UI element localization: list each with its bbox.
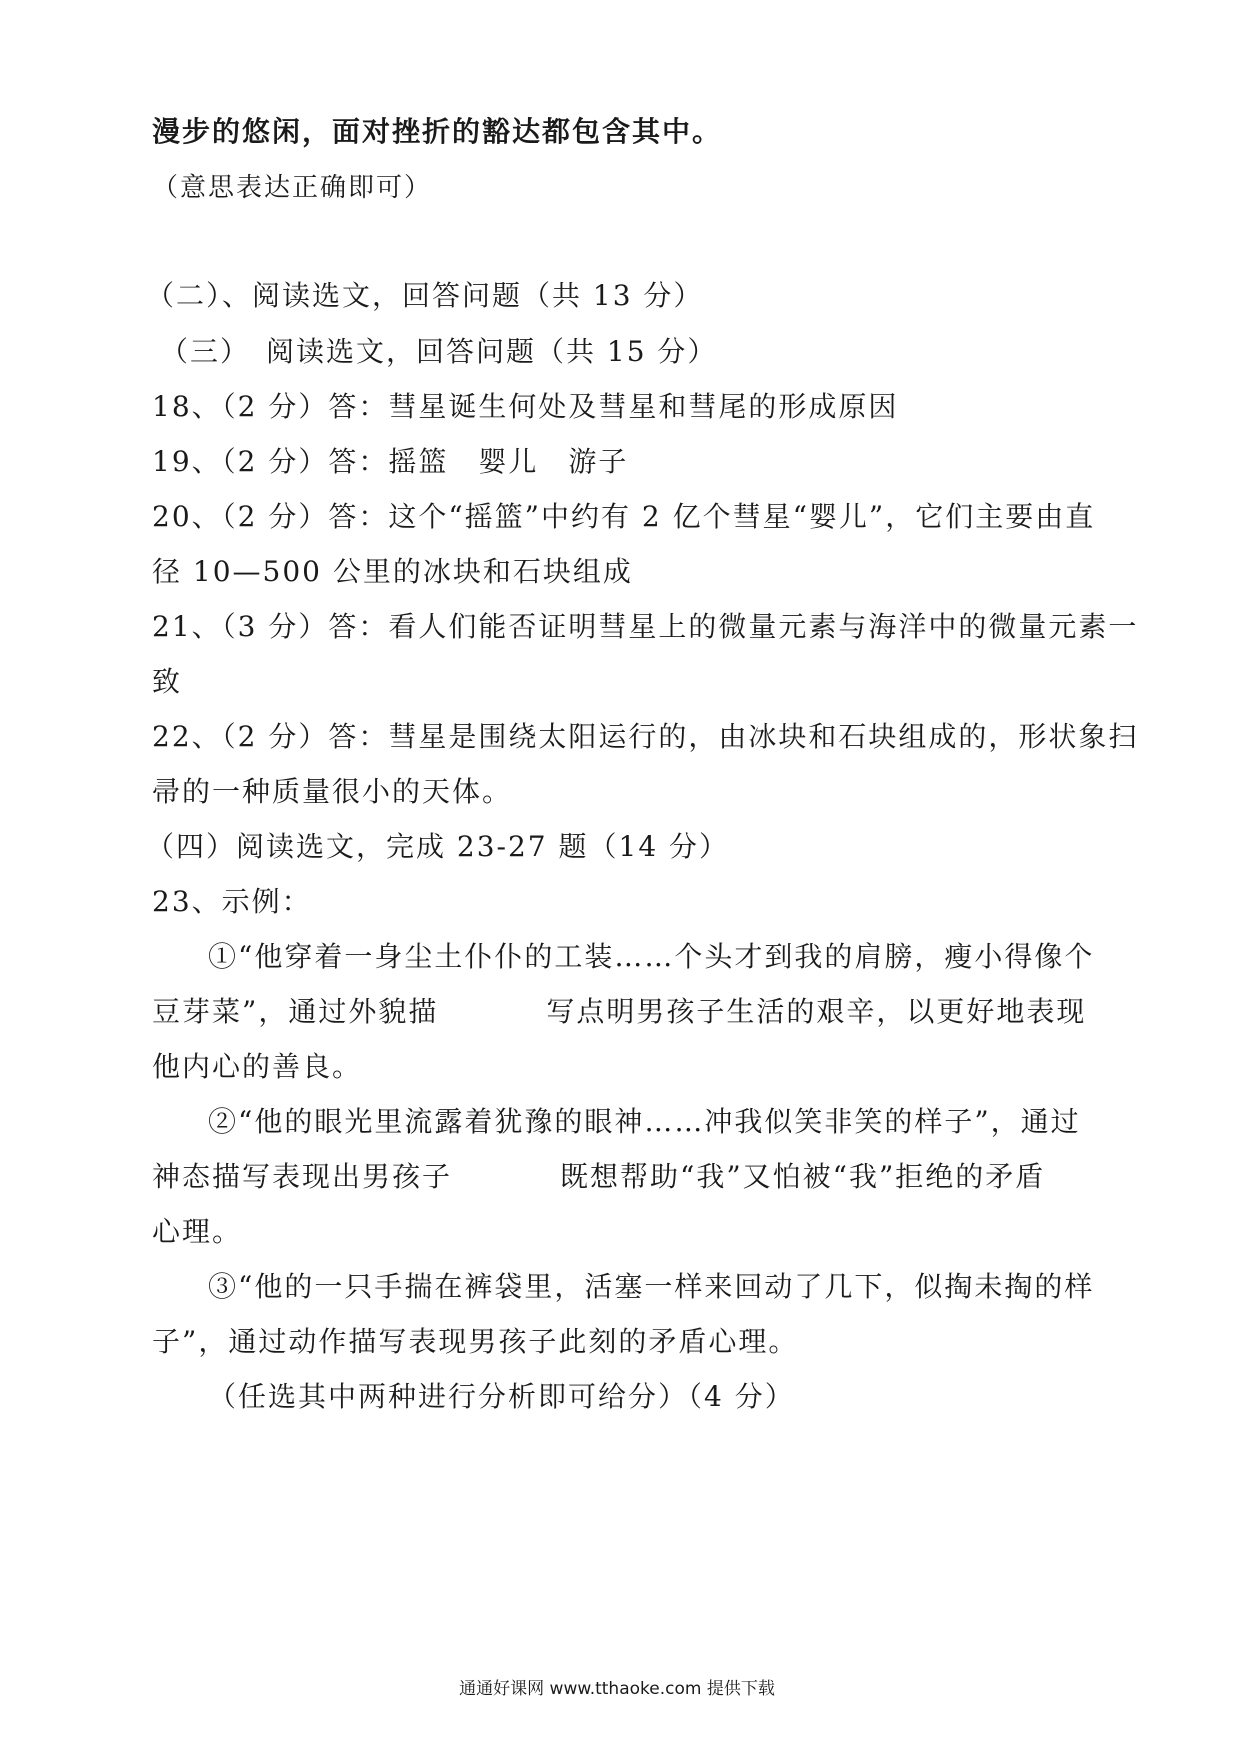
example-3-line-1: ③“他的一只手揣在裤袋里，活塞一样来回动了几下，似掏未掏的样 [208,1270,1095,1303]
answer-22-line-1: 22、（2 分）答：彗星是围绕太阳运行的，由冰块和石块组成的，形状象扫 [152,720,1139,753]
section-2-heading: （二）、阅读选文，回答问题（共 13 分） [146,279,704,312]
answer-23-label: 23、示例： [152,885,312,918]
example-2-line-2-part-a: 神态描写表现出男孩子 [152,1160,453,1193]
example-1-line-2-part-a: 豆芽菜”，通过外貌描 [152,995,439,1028]
answer-continuation: 漫步的悠闲，面对挫折的豁达都包含其中。 [152,115,723,148]
section-3-heading: （三） 阅读选文，回答问题（共 15 分） [160,335,718,368]
example-1-line-2 [152,994,1086,1030]
answer-note: （意思表达正确即可） [152,173,433,203]
section-4-heading: （四）阅读选文，完成 23-27 题（14 分） [146,830,730,863]
example-1-line-1: ①“他穿着一身尘土仆仆的工装……个头才到我的肩膀，瘦小得像个 [208,940,1095,973]
answer-20-line-2: 径 10—500 公里的冰块和石块组成 [152,555,633,588]
page-footer: 通通好课网 www.tthaoke.com 提供下载 [459,1679,775,1699]
answer-18: 18、（2 分）答：彗星诞生何处及彗星和彗尾的形成原因 [152,390,899,423]
example-1-line-2-part-b: 写点明男孩子生活的艰辛，以更好地表现 [546,995,1087,1028]
scoring-note: （任选其中两种进行分析即可给分）（4 分） [208,1380,795,1413]
answer-22-line-2: 帚的一种质量很小的天体。 [152,775,513,808]
example-3-line-2: 子”，通过动作描写表现男孩子此刻的矛盾心理。 [152,1325,799,1358]
answer-21-line-2: 致 [152,665,183,698]
example-2-line-3: 心理。 [152,1215,243,1248]
example-2-line-2-part-b: 既想帮助“我”又怕被“我”拒绝的矛盾 [560,1160,1046,1193]
answer-20-line-1: 20、（2 分）答：这个“摇篮”中约有 2 亿个彗星“婴儿”，它们主要由直 [152,500,1096,533]
example-2-line-2 [152,1159,1045,1195]
example-2-line-1: ②“他的眼光里流露着犹豫的眼神……冲我似笑非笑的样子”，通过 [208,1105,1081,1138]
answer-21-line-1: 21、（3 分）答：看人们能否证明彗星上的微量元素与海洋中的微量元素一 [152,610,1139,643]
answer-19: 19、（2 分）答：摇篮 婴儿 游子 [152,445,629,478]
example-1-line-3: 他内心的善良。 [152,1050,363,1083]
